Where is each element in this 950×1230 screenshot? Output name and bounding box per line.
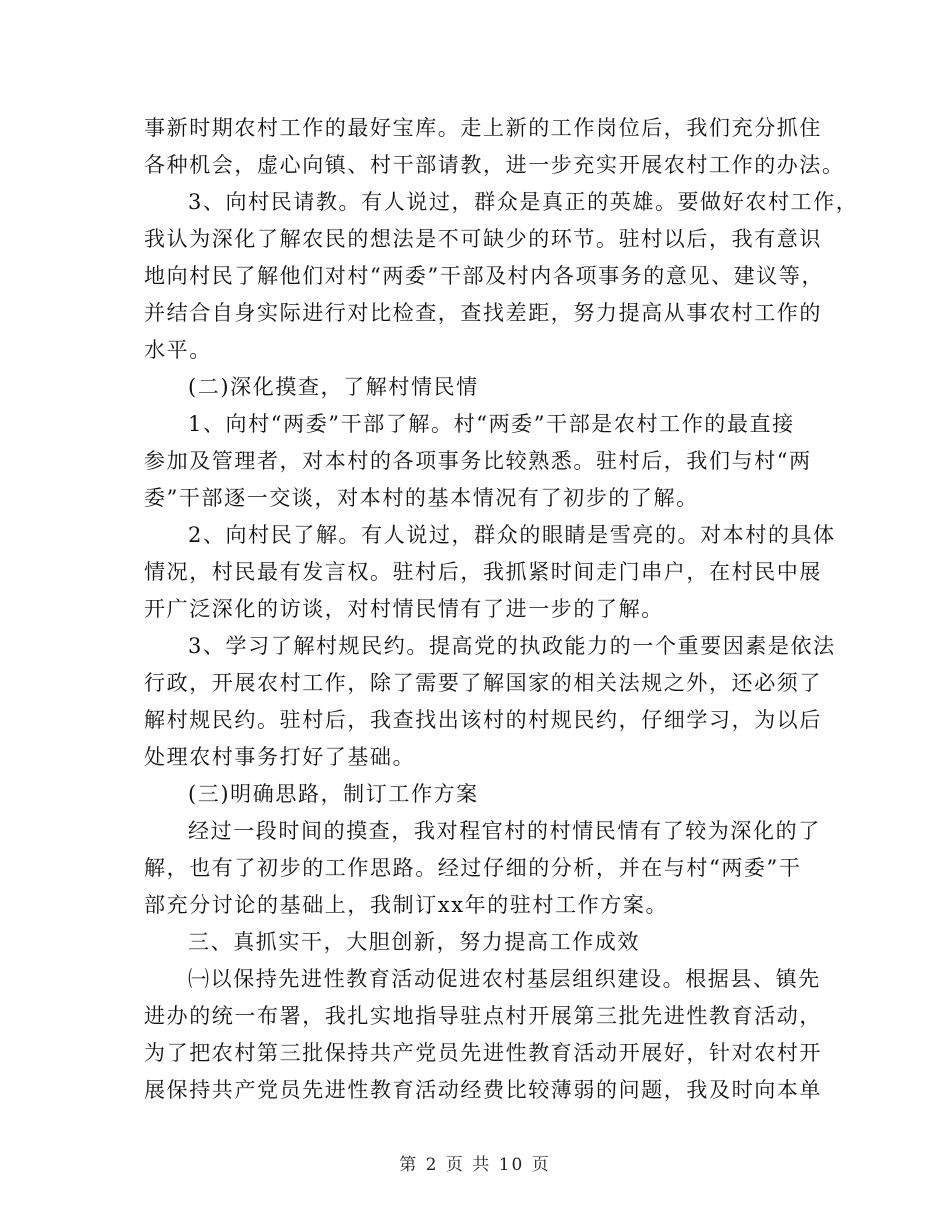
section-heading: 三、真抓实干，大胆创新，努力提高工作成效 bbox=[188, 930, 640, 954]
text-line: 参加及管理者，对本村的各项事务比较熟悉。驻村后，我们与村“两 bbox=[144, 449, 812, 473]
page-number-footer: 第 2 页 共 10 页 bbox=[399, 1155, 551, 1175]
section-heading: (二)深化摸查，了解村情民情 bbox=[188, 375, 479, 399]
text-line: 进办的统一布署，我扎实地指导驻点村开展第三批先进性教育活动， bbox=[144, 1004, 822, 1028]
text-line: 部充分讨论的基础上，我制订xx年的驻村工作方案。 bbox=[144, 893, 669, 917]
text-line: 解村规民约。驻村后，我查找出该村的村规民约，仔细学习，为以后 bbox=[144, 708, 822, 732]
text-line: 解，也有了初步的工作思路。经过仔细的分析，并在与村“两委”干 bbox=[144, 856, 802, 880]
text-line: 为了把农村第三批保持共产党员先进性教育活动开展好，针对农村开 bbox=[144, 1041, 822, 1065]
paragraph-start: 3、向村民请教。有人说过，群众是真正的英雄。要做好农村工作， bbox=[188, 190, 859, 214]
text-line: 事新时期农村工作的最好宝库。走上新的工作岗位后，我们充分抓住 bbox=[144, 116, 822, 140]
text-line: 开广泛深化的访谈，对村情民情有了进一步的了解。 bbox=[144, 597, 664, 621]
paragraph-start: 经过一段时间的摸查，我对程官村的村情民情有了较为深化的了 bbox=[188, 819, 821, 843]
text-line: 并结合自身实际进行对比检查，查找差距，努力提高从事农村工作的 bbox=[144, 301, 822, 325]
paragraph-start: 1、向村“两委”干部了解。村“两委”干部是农村工作的最直接 bbox=[188, 412, 795, 436]
section-heading: (三)明确思路，制订工作方案 bbox=[188, 782, 479, 806]
text-line: 处理农村事务打好了基础。 bbox=[144, 745, 416, 769]
text-line: 各种机会，虚心向镇、村干部请教，进一步充实开展农村工作的办法。 bbox=[144, 153, 845, 177]
paragraph-start: ㈠以保持先进性教育活动促进农村基层组织建设。根据县、镇先 bbox=[188, 967, 821, 991]
text-line: 水平。 bbox=[144, 338, 212, 362]
paragraph-start: 2、向村民了解。有人说过，群众的眼睛是雪亮的。对本村的具体 bbox=[188, 523, 836, 547]
text-line: 情况，村民最有发言权。驻村后，我抓紧时间走门串户，在村民中展 bbox=[144, 560, 822, 584]
text-line: 展保持共产党员先进性教育活动经费比较薄弱的问题，我及时向本单 bbox=[144, 1078, 822, 1102]
paragraph-start: 3、学习了解村规民约。提高党的执政能力的一个重要因素是依法 bbox=[188, 634, 836, 658]
text-line: 行政，开展农村工作，除了需要了解国家的相关法规之外，还必须了 bbox=[144, 671, 822, 695]
text-line: 我认为深化了解农民的想法是不可缺少的环节。驻村以后，我有意识 bbox=[144, 227, 822, 251]
text-line: 地向村民了解他们对村“两委”干部及村内各项事务的意见、建议等， bbox=[144, 264, 825, 288]
text-line: 委”干部逐一交谈，对本村的基本情况有了初步的了解。 bbox=[144, 486, 699, 510]
